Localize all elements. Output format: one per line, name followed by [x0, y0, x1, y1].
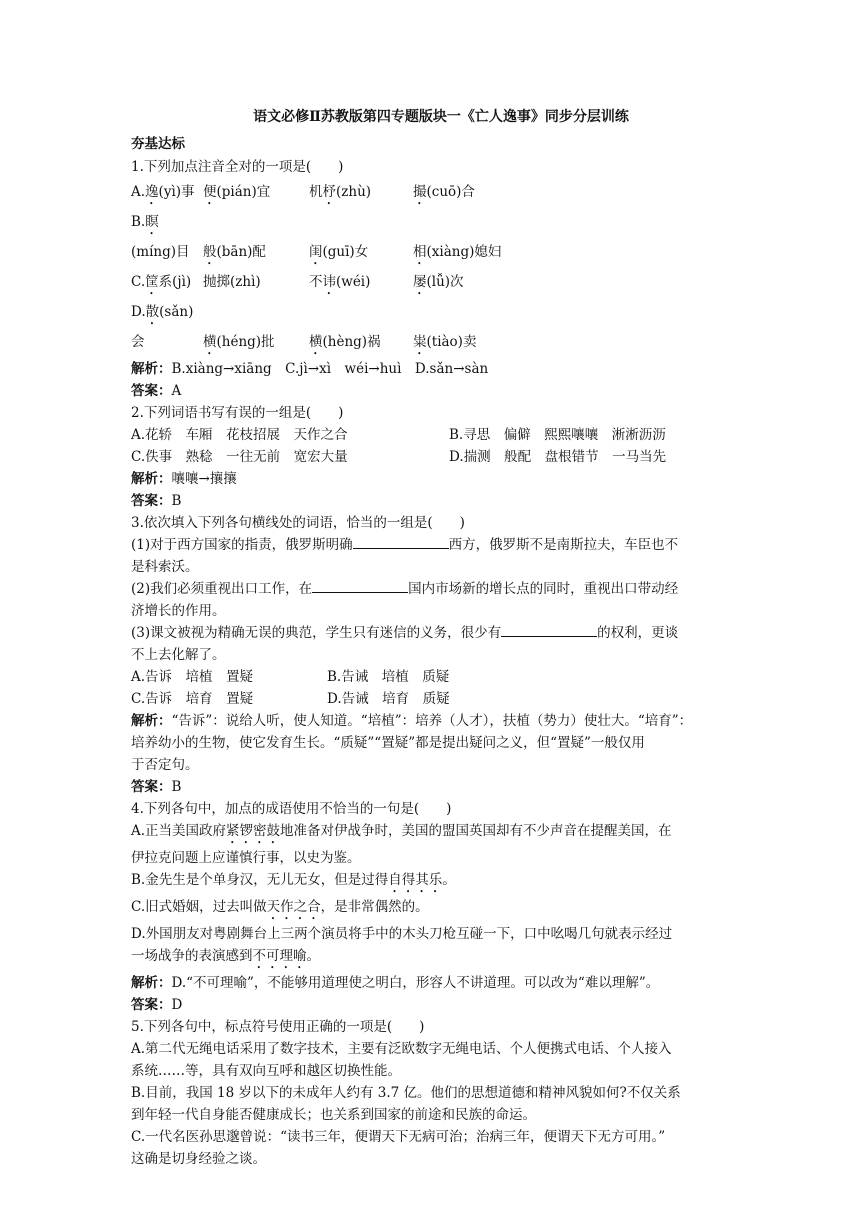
dotted-character: 散 [145, 304, 160, 320]
q1-answer [131, 380, 731, 402]
q2-option-a: A.花轿 车厢 花枝招展 天作之合 [131, 427, 348, 443]
q1-option-row [131, 268, 731, 298]
document-page [131, 106, 731, 1170]
q1-option-cell [203, 178, 309, 208]
q4-d-text-end: 。 [306, 948, 320, 964]
q3-option-b: B.告诫 培植 质疑 [327, 669, 450, 685]
q4-d-dotted-idiom: 不可理喻 [252, 948, 307, 964]
q2-options-row-1 [131, 424, 731, 446]
dotted-character: 横 [309, 334, 323, 350]
dotted-character: 逸 [145, 184, 159, 200]
q4-option-b [131, 869, 731, 896]
pinyin-text: 不 [309, 274, 323, 290]
answer-label: 答案： [131, 493, 172, 509]
q4-analysis-text: D.“不可理喻”，不能够用道理使之明白，形容人不讲道理。可以改为“难以理解”。 [171, 975, 660, 991]
q4-a-dotted-idiom: 紧锣密鼓 [226, 823, 281, 839]
q1-option-cell [413, 328, 513, 358]
q3-s1-continued: 是科索沃。 [131, 559, 199, 575]
q1-analysis-text: B.xiàng→xiāng C.jì→xì wéi→huì D.sǎn→sàn [171, 361, 489, 377]
q3-analysis-line-3: 于否定句。 [131, 757, 199, 773]
pinyin-text: (míng)目 [131, 244, 190, 260]
q3-sentence-3 [131, 622, 731, 644]
q5-option-b: B.目前，我国 18 岁以下的未成年人约有 3.7 亿。他们的思想道德和精神风貌如何?不仅关系 [131, 1085, 681, 1101]
pinyin-text: (guī)女 [322, 244, 369, 260]
pinyin-text: D. [131, 304, 146, 320]
answer-label: 答案： [131, 997, 172, 1013]
q3-s2-part-a: (2)我们必须重视出口工作，在 [131, 581, 313, 597]
q1-option-cell [309, 178, 413, 208]
q2-options-row-2 [131, 446, 731, 468]
analysis-label: 解析： [131, 361, 172, 377]
q2-option-c: C.佚事 熟稔 一往无前 宽宏大量 [131, 449, 348, 465]
q2-answer [131, 490, 731, 512]
q2-analysis-text: 嚷嚷→攘攘 [171, 471, 237, 487]
q4-option-a-line-2: 伊拉克问题上应谨慎行事，以史为鉴。 [131, 850, 361, 866]
pinyin-text: (bān)配 [216, 244, 266, 260]
fill-blank [312, 578, 408, 593]
pinyin-text: (cuō)合 [426, 184, 475, 200]
dotted-character: 杼 [322, 184, 336, 200]
q4-analysis [131, 972, 731, 994]
analysis-label: 解析： [131, 471, 172, 487]
q3-analysis [131, 710, 731, 732]
analysis-label: 解析： [131, 713, 172, 729]
q4-b-dotted-idiom: 自得其乐 [388, 872, 443, 888]
dotted-character: 相 [413, 244, 427, 260]
pinyin-text: (lǚ)次 [426, 274, 464, 290]
q1-options [131, 178, 731, 358]
q3-option-a: A.告诉 培植 置疑 [131, 669, 254, 685]
answer-label: 答案： [131, 779, 172, 795]
q4-a-text-cont: 地准备对伊战争时，美国的盟国英国却有不少声音在提醒美国，在 [280, 823, 672, 839]
q1-option-cell [413, 268, 513, 298]
q4-option-d-line-2 [131, 945, 731, 972]
dotted-character: 闺 [309, 244, 323, 260]
section-heading: 夯基达标 [131, 136, 185, 152]
q4-c-text: C.旧式婚姻，过去叫做 [131, 899, 267, 915]
dotted-character: 筐 [145, 274, 159, 290]
q1-option-row [131, 208, 731, 268]
q1-option-cell [131, 178, 203, 208]
pinyin-text: C. [131, 274, 146, 290]
q3-s1-part-a: (1)对于西方国家的指责，俄罗斯明确 [131, 537, 353, 553]
q1-option-cell [131, 268, 203, 298]
q3-sentence-2 [131, 578, 731, 600]
q1-option-row [131, 178, 731, 208]
q1-option-cell [131, 208, 203, 267]
q1-option-cell [131, 298, 203, 357]
q3-s3-part-a: (3)课文被视为精确无误的典范，学生只有迷信的义务，很少有 [131, 625, 502, 641]
q1-option-cell [203, 238, 309, 268]
pinyin-text: (sǎn)会 [131, 304, 194, 350]
q2-answer-text: B [171, 493, 182, 509]
q1-option-cell [413, 238, 513, 268]
dotted-character: 横 [203, 334, 217, 350]
q3-answer-text: B [171, 779, 182, 795]
q5-option-b-line-2: 到年轻一代自身能否健康成长；也关系到国家的前途和民族的命运。 [131, 1107, 536, 1123]
q4-option-d: D.外国朋友对粤剧舞台上三两个演员将手中的木头刀枪互碰一下，口中吆喝几句就表示经过 [131, 926, 673, 942]
q5-option-a: A.第二代无绳电话采用了数字技术，主要有泛欧数字无绳电话、个人便携式电话、个人接入 [131, 1041, 672, 1057]
q4-b-text-end: 。 [442, 872, 456, 888]
q5-option-c-line-2: 这确是切身经验之谈。 [131, 1151, 266, 1167]
dotted-character: 屡 [413, 274, 427, 290]
question-1 [131, 156, 731, 402]
dotted-character: 粜 [413, 334, 427, 350]
q3-answer [131, 776, 731, 798]
q1-option-cell [413, 178, 513, 208]
question-4 [131, 798, 731, 1016]
pinyin-text: (wéi) [336, 274, 371, 290]
q4-c-text-end: ，是非常偶然的。 [320, 899, 429, 915]
q1-analysis [131, 358, 731, 380]
q2-analysis [131, 468, 731, 490]
pinyin-text: (pián)宜 [216, 184, 271, 200]
q1-option-cell [309, 238, 413, 268]
q3-options-row-1 [131, 666, 731, 688]
q4-stem: 4.下列各句中，加点的成语使用不恰当的一句是( ) [131, 801, 452, 817]
dotted-character: 瞑 [145, 214, 159, 230]
q5-option-c: C.一代名医孙思邈曾说：“读书三年，便谓天下无病可治；治病三年，便谓天下无方可用。” [131, 1129, 666, 1145]
fill-blank [501, 622, 597, 637]
document-title: 语文必修Ⅱ苏教版第四专题版块一《亡人逸事》同步分层训练 [253, 109, 629, 125]
q1-option-row [131, 298, 731, 358]
q3-stem: 3.依次填入下列各句横线处的词语，恰当的一组是( ) [131, 515, 465, 531]
pinyin-text: B. [131, 214, 146, 230]
q3-analysis-line-2: 培养幼小的生物，使它发育生长。“质疑”“置疑”都是提出疑问之义，但“置疑”一般仅用 [131, 735, 645, 751]
q3-s2-part-b: 国内市场新的增长点的同时，重视出口带动经 [408, 581, 679, 597]
q3-s3-continued: 不上去化解了。 [131, 647, 226, 663]
pinyin-text: A. [131, 184, 146, 200]
analysis-label: 解析： [131, 975, 172, 991]
question-2 [131, 402, 731, 512]
q1-option-cell [203, 328, 309, 358]
pinyin-text: (zhù) [336, 184, 372, 200]
q5-stem: 5.下列各句中，标点符号使用正确的一项是( ) [131, 1019, 425, 1035]
q2-option-d: D.揣测 般配 盘根错节 一马当先 [449, 449, 667, 465]
q3-option-d: D.告诫 培育 质疑 [327, 691, 450, 707]
q5-option-a-line-2: 系统……等，具有双向互呼和越区切换性能。 [131, 1063, 401, 1079]
q4-a-text: A.正当美国政府 [131, 823, 227, 839]
dotted-character: 讳 [322, 274, 336, 290]
fill-blank [353, 534, 449, 549]
q4-answer-text: D [171, 997, 183, 1013]
pinyin-text: (héng)批 [216, 334, 275, 350]
q3-options-row-2 [131, 688, 731, 710]
q3-option-c: C.告诉 培育 置疑 [131, 691, 254, 707]
answer-label: 答案： [131, 383, 172, 399]
q1-answer-text: A [171, 383, 182, 399]
pinyin-text: 抛 [203, 274, 217, 290]
q4-option-c [131, 896, 731, 923]
q2-option-b: B.寻思 偏僻 熙熙嚷嚷 淅淅沥沥 [449, 427, 666, 443]
pinyin-text: 机 [309, 184, 323, 200]
q1-stem: 1.下列加点注音全对的一项是( ) [131, 159, 344, 175]
dotted-character: 便 [203, 184, 217, 200]
pinyin-text: (xiàng)媳妇 [426, 244, 502, 260]
q1-option-cell [203, 268, 309, 297]
pinyin-text: (hèng)祸 [322, 334, 381, 350]
q3-s3-part-b: 的权利，更谈 [597, 625, 679, 641]
q3-s1-part-b: 西方，俄罗斯不是南斯拉夫，车臣也不 [448, 537, 679, 553]
question-3 [131, 512, 731, 798]
q3-sentence-1 [131, 534, 731, 556]
q4-b-text: B.金先生是个单身汉，无儿无女，但是过得 [131, 872, 389, 888]
dotted-character: 般 [203, 244, 217, 260]
pinyin-text: 系(jì) [158, 274, 192, 290]
q4-d-text: 一场战争的表演感到 [131, 948, 253, 964]
pinyin-text: (tiào)卖 [426, 334, 477, 350]
q1-option-cell [309, 328, 413, 358]
q3-analysis-line-1: “告诉”：说给人听，使人知道。“培植”：培养（人才），扶植（势力）使壮大。“培育”： [171, 713, 693, 729]
q4-answer [131, 994, 731, 1016]
q4-c-dotted-idiom: 天作之合 [266, 899, 321, 915]
q1-option-cell [309, 268, 413, 298]
q2-stem: 2.下列词语书写有误的一组是( ) [131, 405, 344, 421]
pinyin-text: (yì)事 [158, 184, 195, 200]
question-5 [131, 1016, 731, 1170]
dotted-character: 撮 [413, 184, 427, 200]
pinyin-text: 掷(zhì) [216, 274, 261, 290]
q4-option-a [131, 820, 731, 847]
q3-s2-continued: 济增长的作用。 [131, 603, 226, 619]
